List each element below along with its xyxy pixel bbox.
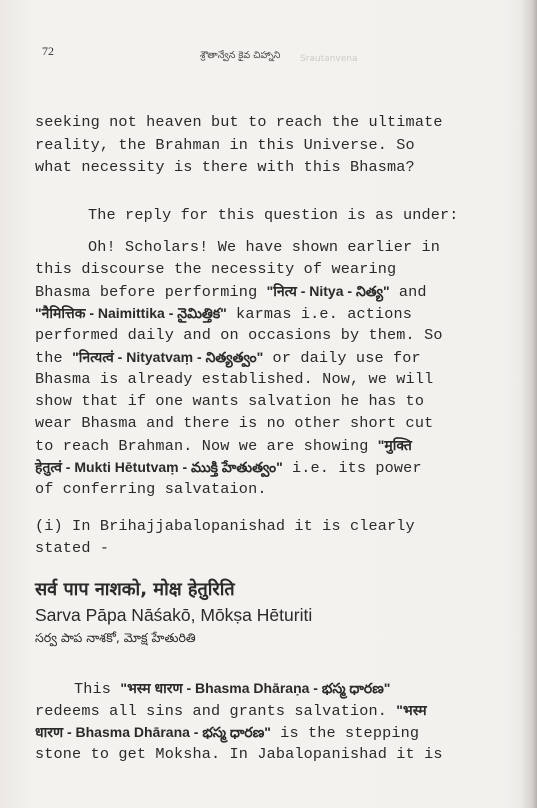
shloka-devanagari: सर्व पाप नाशको, मोक्ष हेतुरिति <box>35 579 235 600</box>
term-nityatvam: "नित्यत्वं - Nityatvaṃ - నిత్యత్వం" <box>72 349 264 365</box>
running-header: శ్రౌతాన్వేన కైవ చిహ్నాని <box>200 50 281 61</box>
text-span: This <box>74 680 121 698</box>
text-span: i.e. its power <box>282 459 422 477</box>
text-line: (i) In Brihajjabalopanishad it is clearly <box>35 517 415 535</box>
text-span: to reach Brahman. Now we are showing <box>35 437 378 455</box>
text-line: what necessity is there with this Bhasma? <box>35 158 415 176</box>
text-span: is the stepping <box>270 724 420 742</box>
term-naimittika: "नैमित्तिक - Naimittika - నైమిత్తిక" <box>35 305 227 321</box>
text-line: this discourse the necessity of wearing <box>35 260 397 278</box>
text-line <box>74 678 494 699</box>
term-mukti-start: "मुक्ति <box>377 437 412 453</box>
text-line: The reply for this question is as under: <box>88 206 459 224</box>
page-number: 72 <box>42 44 54 58</box>
text-line <box>35 303 500 324</box>
text-line <box>35 457 500 478</box>
term-nitya: "नित्य - Nitya - నిత్య" <box>266 283 390 299</box>
text-line: performed daily and on occasions by them. So <box>35 326 443 344</box>
term-bhasma-dharana: "भस्म धारण - Bhasma Dhāraṇa - భస్మ ధారణ" <box>120 680 391 696</box>
text-line <box>35 722 500 743</box>
text-line: wear Bhasma and there is no other short cut <box>35 414 434 432</box>
text-line <box>35 700 500 721</box>
text-line: of conferring salvataion. <box>35 480 267 498</box>
text-span: the <box>35 349 73 367</box>
text-span: and <box>389 283 427 301</box>
shloka-telugu: సర్వ పాప నాశకో, మోక్ష హేతురితి <box>35 630 196 645</box>
text-line: Bhasma is already established. Now, we will <box>35 370 434 388</box>
text-line: stone to get Moksha. In Jabalopanishad it is <box>35 745 443 763</box>
term-mukti-hetutvam: हेतुत्वं - Mukti Hētutvaṃ - ముక్తి హేతుత్వం" <box>35 459 283 475</box>
text-line: Oh! Scholars! We have shown earlier in <box>88 238 441 256</box>
text-line: stated - <box>35 539 110 557</box>
text-span: or daily use for <box>263 349 421 367</box>
text-line: reality, the Brahman in this Universe. So <box>35 136 415 154</box>
text-line <box>35 281 500 302</box>
text-line: seeking not heaven but to reach the ultimate <box>35 113 443 131</box>
shloka-transliteration: Sarva Pāpa Nāśakō, Mōkṣa Hēturiti <box>35 605 313 625</box>
text-line <box>35 435 500 456</box>
text-span: karmas i.e. actions <box>226 305 413 323</box>
text-line: show that if one wants salvation he has to <box>35 392 425 410</box>
bleed-through-header: Srautanvena <box>300 54 358 64</box>
text-line <box>35 347 500 368</box>
text-span: redeems all sins and grants salvation. <box>35 702 397 720</box>
page-edge-shadow <box>521 0 537 808</box>
term-bhasma-start: "भस्म <box>396 702 427 718</box>
term-bhasma-dharana-2: धारण - Bhasma Dhārana - భస్మ ధారణ" <box>35 724 271 740</box>
text-span: Bhasma before performing <box>35 283 267 301</box>
